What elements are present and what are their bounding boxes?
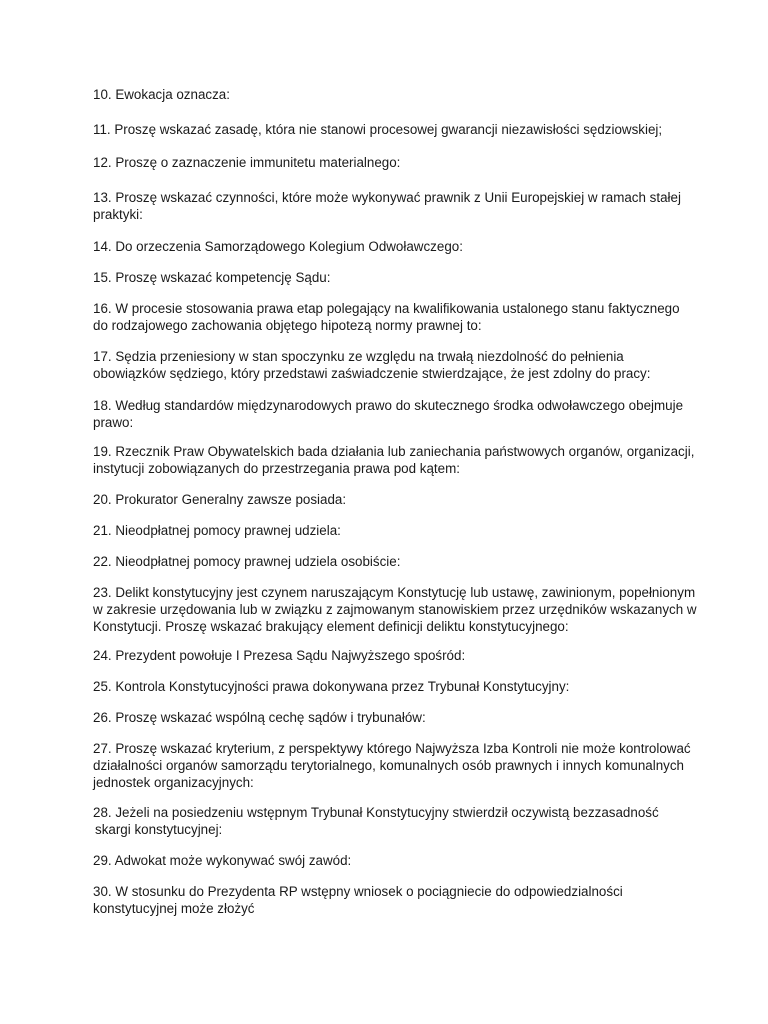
question-line: 27. Proszę wskazać kryterium, z perspektywy którego Najwyższa Izba Kontroli nie może kontrolować	[93, 741, 691, 756]
question-line: Konstytucji. Proszę wskazać brakujący element definicji deliktu konstytucyjnego:	[93, 619, 569, 634]
question-line: 18. Według standardów międzynarodowych prawo do skutecznego środka odwoławczego obejmuje	[93, 398, 684, 413]
question-15	[93, 269, 683, 286]
question-29	[93, 852, 683, 869]
question-line: 16. W procesie stosowania prawa etap polegający na kwalifikowania ustalonego stanu faktycznego	[93, 301, 680, 316]
question-14	[93, 238, 683, 255]
question-line: 13. Proszę wskazać czynności, które może wykonywać prawnik z Unii Europejskiej w ramach stałej	[93, 190, 681, 205]
question-line: w zakresie urzędowania lub w związku z zajmowanym stanowiskiem przez urzędników wskazanych w	[93, 602, 697, 617]
question-line: 24. Prezydent powołuje I Prezesa Sądu Najwyższego spośród:	[93, 648, 466, 663]
question-line: konstytucyjnej może złożyć	[93, 901, 255, 916]
question-20	[93, 491, 683, 508]
question-line: 17. Sędzia przeniesiony w stan spoczynku ze względu na trwałą niezdolność do pełnienia	[93, 349, 624, 364]
question-line: 30. W stosunku do Prezydenta RP wstępny wniosek o pociągniecie do odpowiedzialności	[93, 884, 623, 899]
question-line: 20. Prokurator Generalny zawsze posiada:	[93, 492, 347, 507]
question-line: 12. Proszę o zaznaczenie immunitetu materialnego:	[93, 155, 401, 170]
question-line: jednostek organizacyjnych:	[93, 775, 254, 790]
question-17	[93, 348, 683, 382]
question-line: 19. Rzecznik Praw Obywatelskich bada działania lub zaniechania państwowych organów, organizacji,	[93, 444, 695, 459]
question-22	[93, 553, 683, 570]
question-25	[93, 678, 683, 695]
question-line: 23. Delikt konstytucyjny jest czynem naruszającym Konstytucję lub ustawę, zawinionym, popełnionym	[93, 585, 696, 600]
question-27	[93, 740, 691, 791]
question-19	[93, 443, 695, 477]
question-line: 15. Proszę wskazać kompetencję Sądu:	[93, 270, 331, 285]
question-line: do rodzajowego zachowania objętego hipotezą normy prawnej to:	[93, 318, 482, 333]
question-line: 26. Proszę wskazać wspólną cechę sądów i trybunałów:	[93, 710, 426, 725]
question-10	[93, 86, 683, 103]
question-line: instytucji zobowiązanych do przestrzegania prawa pod kątem:	[93, 461, 460, 476]
question-28	[93, 804, 683, 838]
question-18	[93, 397, 683, 431]
question-line: 28. Jeżeli na posiedzeniu wstępnym Trybunał Konstytucyjny stwierdził oczywistą bezzasadność	[93, 805, 659, 820]
question-23	[93, 584, 697, 635]
question-21	[93, 522, 683, 539]
question-16	[93, 300, 683, 334]
question-line: działalności organów samorządu terytorialnego, komunalnych osób prawnych i innych komunalnych	[93, 758, 684, 773]
question-line: prawo:	[93, 415, 134, 430]
question-line: 25. Kontrola Konstytucyjności prawa dokonywana przez Trybunał Konstytucyjny:	[93, 679, 570, 694]
question-line: 22. Nieodpłatnej pomocy prawnej udziela osobiście:	[93, 554, 401, 569]
question-26	[93, 709, 683, 726]
question-24	[93, 647, 683, 664]
question-12	[93, 154, 683, 171]
question-30	[93, 883, 683, 917]
question-line: 21. Nieodpłatnej pomocy prawnej udziela:	[93, 523, 341, 538]
question-line: 14. Do orzeczenia Samorządowego Kolegium Odwoławczego:	[93, 239, 463, 254]
question-line: 11. Proszę wskazać zasadę, która nie stanowi procesowej gwarancji niezawisłości sędziowskiej;	[93, 122, 663, 137]
question-line: 10. Ewokacja oznacza:	[93, 87, 230, 102]
question-line: 29. Adwokat może wykonywać swój zawód:	[93, 853, 352, 868]
question-13	[93, 189, 683, 223]
question-11	[93, 121, 683, 138]
question-line: obowiązków sędziego, który przedstawi zaświadczenie stwierdzające, że jest zdolny do pracy:	[93, 366, 651, 381]
question-line: skargi konstytucyjnej:	[95, 822, 223, 837]
question-line: praktyki:	[93, 207, 143, 222]
